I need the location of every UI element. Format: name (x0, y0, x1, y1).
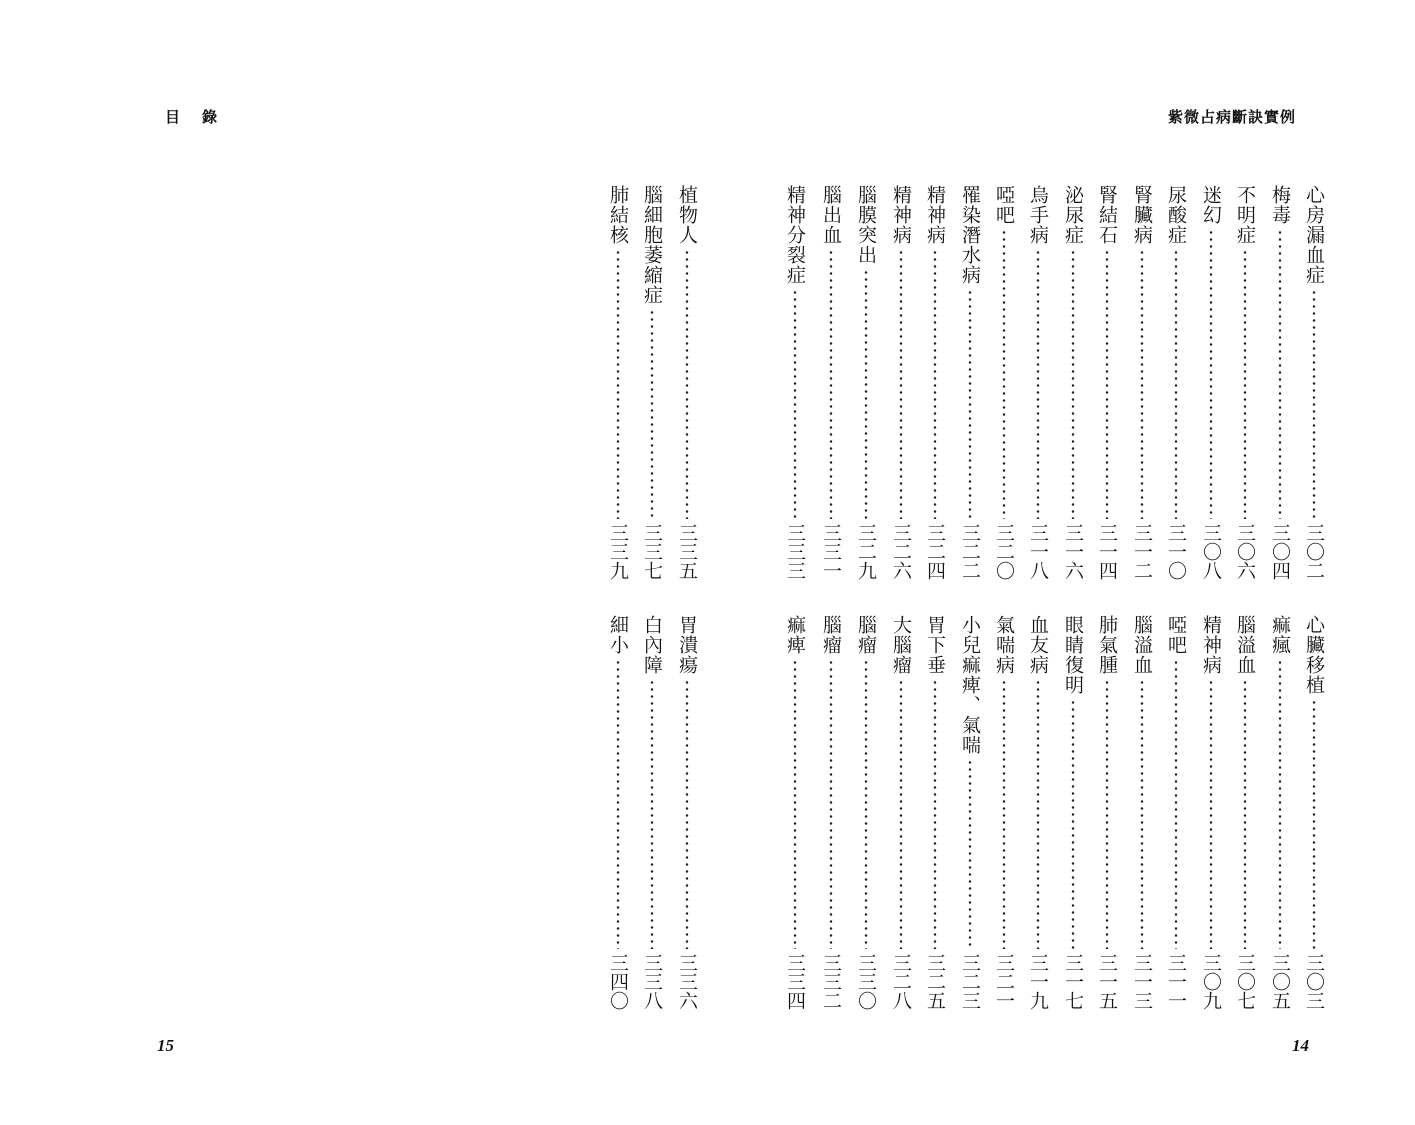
entry-page-number: 三一九 (1027, 953, 1049, 1010)
dot-leader (829, 249, 833, 519)
toc-entry-top (886, 185, 916, 580)
toc-entry-bottom (851, 615, 881, 1010)
entry-page-number: 三三六 (676, 953, 698, 1010)
dot-leader (1278, 229, 1282, 519)
header-left-char-2: 錄 (202, 108, 220, 126)
entry-page-number: 三三二 (820, 953, 842, 1010)
entry-title: 梅毒 (1269, 185, 1291, 225)
entry-page-number: 三〇二 (1303, 523, 1325, 580)
toc-entry-bottom (1092, 615, 1122, 1010)
entry-title: 啞吧 (1165, 615, 1187, 655)
dot-leader (899, 679, 903, 949)
toc-entry-top (851, 185, 881, 580)
entry-title: 肺氣腫 (1096, 615, 1118, 675)
toc-entry-bottom (1265, 615, 1295, 1010)
toc-entry-bottom (955, 615, 985, 1010)
toc-entry-top (1265, 185, 1295, 580)
entry-title: 痲痺 (784, 615, 806, 655)
entry-page-number: 三一四 (1096, 523, 1118, 580)
dot-leader (1174, 249, 1178, 519)
toc-entry-bottom (672, 615, 702, 1010)
entry-page-number: 三〇三 (1303, 953, 1325, 1010)
entry-title: 迷幻 (1200, 185, 1222, 225)
toc-entry-top (1161, 185, 1191, 580)
dot-leader (1036, 249, 1040, 519)
entry-page-number: 三三七 (641, 523, 663, 580)
entry-title: 泌尿症 (1062, 185, 1084, 245)
entry-page-number: 三四〇 (607, 953, 629, 1010)
entry-title: 大腦瘤 (890, 615, 912, 675)
toc-entry-bottom (1023, 615, 1053, 1010)
dot-leader (1243, 679, 1247, 949)
entry-title: 血友病 (1027, 615, 1049, 675)
entry-title: 精神病 (890, 185, 912, 245)
toc-entry-top (1230, 185, 1260, 580)
dot-leader (1209, 679, 1213, 949)
entry-title: 心臟移植 (1303, 615, 1325, 695)
page-number-left: 15 (157, 1036, 174, 1055)
entry-page-number: 三二一 (993, 953, 1015, 1010)
entry-page-number: 三三八 (641, 953, 663, 1010)
entry-title: 胃下垂 (924, 615, 946, 675)
dot-leader (1002, 679, 1006, 949)
toc-entry-top (1299, 185, 1329, 580)
entry-title: 腎臟病 (1131, 185, 1153, 245)
dot-leader (899, 249, 903, 519)
entry-page-number: 三二五 (924, 953, 946, 1010)
entry-page-number: 三〇七 (1234, 953, 1256, 1010)
entry-page-number: 三二三 (959, 953, 981, 1010)
dot-leader (1312, 699, 1316, 949)
toc-entry-top (603, 185, 633, 580)
dot-leader (616, 249, 620, 519)
entry-title: 不明症 (1234, 185, 1256, 245)
dot-leader (933, 249, 937, 519)
dot-leader (1278, 659, 1282, 949)
entry-title: 胃潰瘍 (676, 615, 698, 675)
entry-page-number: 三〇六 (1234, 523, 1256, 580)
page-header-left (165, 106, 219, 127)
toc-entry-bottom (920, 615, 950, 1010)
entry-page-number: 三〇八 (1200, 523, 1222, 580)
toc-entry-top (1196, 185, 1226, 580)
dot-leader (1140, 679, 1144, 949)
entry-page-number: 三〇五 (1269, 953, 1291, 1010)
entry-title: 痲瘋 (1269, 615, 1291, 655)
entry-title: 植物人 (676, 185, 698, 245)
entry-title: 氣喘病 (993, 615, 1015, 675)
entry-page-number: 三一〇 (1165, 523, 1187, 580)
toc-entry-bottom (603, 615, 633, 1010)
entry-title: 腎結石 (1096, 185, 1118, 245)
entry-page-number: 三二九 (855, 523, 877, 580)
toc-entry-top (1127, 185, 1157, 580)
toc-entry-top (637, 185, 667, 580)
entry-title: 肺結核 (607, 185, 629, 245)
entry-title: 精神病 (924, 185, 946, 245)
toc-entry-bottom (816, 615, 846, 1010)
toc-entry-bottom (1058, 615, 1088, 1010)
dot-leader (1071, 699, 1075, 949)
dot-leader (793, 659, 797, 949)
toc-entry-top (1023, 185, 1053, 580)
entry-title: 烏手病 (1027, 185, 1049, 245)
entry-page-number: 三二四 (924, 523, 946, 580)
toc-entry-bottom (1196, 615, 1226, 1010)
toc-entry-top (1092, 185, 1122, 580)
dot-leader (968, 759, 972, 949)
dot-leader (650, 679, 654, 949)
entry-title: 腦溢血 (1131, 615, 1153, 675)
entry-title: 腦溢血 (1234, 615, 1256, 675)
dot-leader (829, 659, 833, 949)
toc-entry-bottom (637, 615, 667, 1010)
dot-leader (1036, 679, 1040, 949)
toc-entry-bottom (1299, 615, 1329, 1010)
toc-entry-bottom (780, 615, 810, 1010)
toc-entry-top (780, 185, 810, 580)
entry-page-number: 三一六 (1062, 523, 1084, 580)
toc-entry-top (816, 185, 846, 580)
dot-leader (616, 659, 620, 949)
entry-page-number: 三三四 (784, 953, 806, 1010)
dot-leader (1243, 249, 1247, 519)
entry-page-number: 三一八 (1027, 523, 1049, 580)
dot-leader (933, 679, 937, 949)
entry-page-number: 三三〇 (855, 953, 877, 1010)
entry-page-number: 三二八 (890, 953, 912, 1010)
entry-title: 腦瘤 (855, 615, 877, 655)
entry-title: 眼睛復明 (1062, 615, 1084, 695)
dot-leader (1209, 229, 1213, 519)
toc-entry-bottom (1230, 615, 1260, 1010)
entry-page-number: 三三九 (607, 523, 629, 580)
entry-page-number: 三一七 (1062, 953, 1084, 1010)
entry-page-number: 三一二 (1131, 523, 1153, 580)
toc-entry-top (1058, 185, 1088, 580)
toc-entry-bottom (989, 615, 1019, 1010)
entry-page-number: 三〇九 (1200, 953, 1222, 1010)
entry-page-number: 三〇四 (1269, 523, 1291, 580)
toc-entry-top (955, 185, 985, 580)
entry-page-number: 三三五 (676, 523, 698, 580)
dot-leader (685, 249, 689, 519)
entry-title: 腦細胞萎縮症 (641, 185, 663, 305)
entry-page-number: 三一一 (1165, 953, 1187, 1010)
entry-page-number: 三二二 (959, 523, 981, 580)
entry-title: 心房漏血症 (1303, 185, 1325, 285)
dot-leader (1140, 249, 1144, 519)
dot-leader (864, 659, 868, 949)
entry-title: 腦出血 (820, 185, 842, 245)
page-header-right: 紫微占病斷訣實例 (1168, 108, 1297, 126)
entry-title: 啞吧 (993, 185, 1015, 225)
entry-page-number: 三三一 (820, 523, 842, 580)
dot-leader (1071, 249, 1075, 519)
dot-leader (968, 289, 972, 519)
dot-leader (1002, 229, 1006, 519)
dot-leader (1105, 679, 1109, 949)
entry-title: 罹染潛水病 (959, 185, 981, 285)
toc-entry-top (920, 185, 950, 580)
dot-leader (685, 679, 689, 949)
toc-entry-top (989, 185, 1019, 580)
entry-page-number: 三一五 (1096, 953, 1118, 1010)
toc-entry-bottom (886, 615, 916, 1010)
dot-leader (864, 269, 868, 519)
toc-entry-bottom (1127, 615, 1157, 1010)
entry-title: 小兒痲痺、氣喘 (959, 615, 981, 755)
entry-title: 尿酸症 (1165, 185, 1187, 245)
entry-title: 精神病 (1200, 615, 1222, 675)
dot-leader (1174, 659, 1178, 949)
entry-page-number: 三二六 (890, 523, 912, 580)
entry-title: 白內障 (641, 615, 663, 675)
dot-leader (650, 309, 654, 519)
entry-title: 細小 (607, 615, 629, 655)
entry-page-number: 三一三 (1131, 953, 1153, 1010)
toc-entry-top (672, 185, 702, 580)
toc-entry-bottom (1161, 615, 1191, 1010)
page-number-right: 14 (1292, 1036, 1309, 1055)
entry-title: 精神分裂症 (784, 185, 806, 285)
entry-page-number: 三三三 (784, 523, 806, 580)
entry-title: 腦瘤 (820, 615, 842, 655)
dot-leader (793, 289, 797, 519)
entry-page-number: 三二〇 (993, 523, 1015, 580)
dot-leader (1312, 289, 1316, 519)
entry-title: 腦膜突出 (855, 185, 877, 265)
dot-leader (1105, 249, 1109, 519)
header-left-char-1: 目 (165, 108, 183, 126)
